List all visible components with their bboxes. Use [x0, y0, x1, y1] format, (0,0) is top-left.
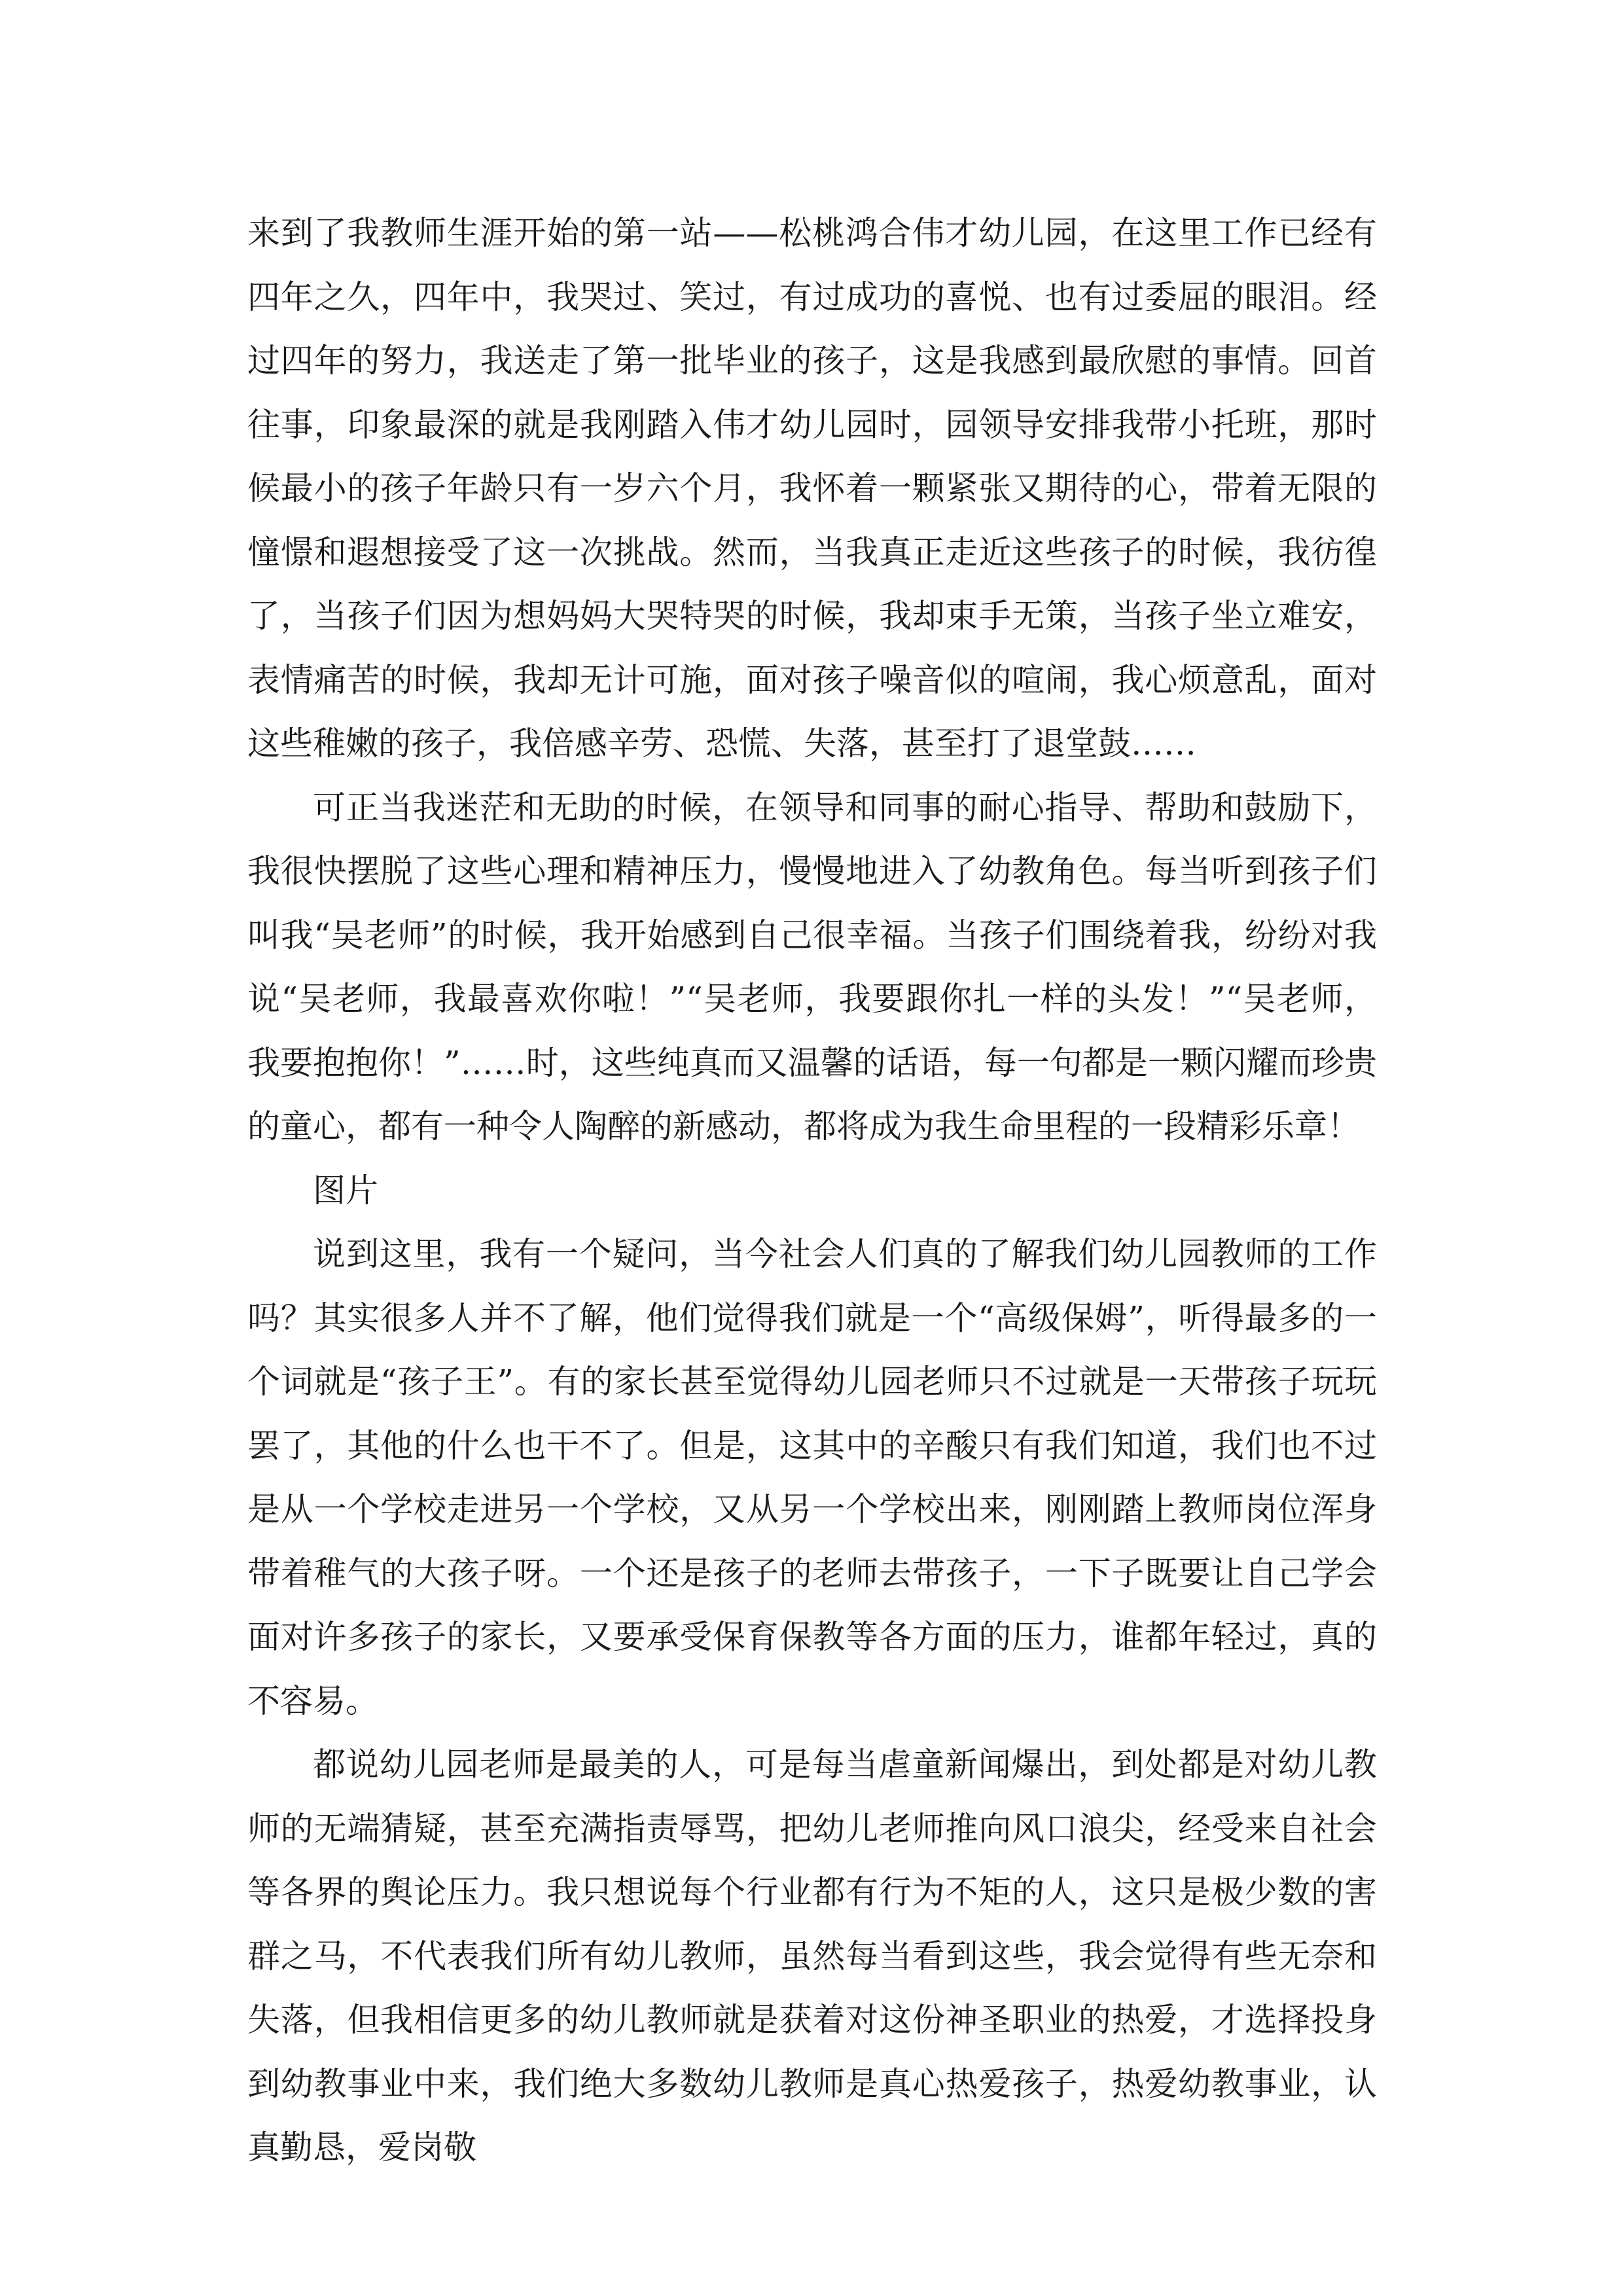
paragraph-2: 可正当我迷茫和无助的时候，在领导和同事的耐心指导、帮助和鼓励下，我很快摆脱了这些心理和精神压力，慢慢地进入了幼教角色。每当听到孩子们叫我“吴老师”的时候，我开始感到自己很幸福。当孩子们围绕着我，纷纷对我说“吴老师，我最喜欢你啦！”“吴老师，我要跟你扎一样的头发！”“吴老师，我要抱抱你！”……时，这些纯真而又温馨的话语，每一句都是一颗闪耀而珍贵的童心，都有一种令人陶醉的新感动，都将成为我生命里程的一段精彩乐章！ [247, 788, 1377, 1145]
paragraph-4: 都说幼儿园老师是最美的人，可是每当虐童新闻爆出，到处都是对幼儿教师的无端猜疑，甚至充满指责辱骂，把幼儿老师推向风口浪尖，经受来自社会等各界的舆论压力。我只想说每个行业都有行为不矩的人，这只是极少数的害群之马，不代表我们所有幼儿教师，虽然每当看到这些，我会觉得有些无奈和失落，但我相信更多的幼儿教师就是获着对这份神圣职业的热爱，才选择投身到幼教事业中来，我们绝大多数幼儿教师是真心热爱孩子，热爱幼教事业，认真勤恳，爱岗敬 [247, 1746, 1377, 2166]
paragraph-3: 说到这里，我有一个疑问，当今社会人们真的了解我们幼儿园教师的工作吗？其实很多人并不了解，他们觉得我们就是一个“高级保姆”，听得最多的一个词就是“孩子王”。有的家长甚至觉得幼儿园老师只不过就是一天带孩子玩玩罢了，其他的什么也干不了。但是，这其中的辛酸只有我们知道，我们也不过是从一个学校走进另一个学校，又从另一个学校出来，刚刚踏上教师岗位浑身带着稚气的大孩子呀。一个还是孩子的老师去带孩子，一下子既要让自己学会面对许多孩子的家长，又要承受保育保教等各方面的压力，谁都年轻过，真的不容易。 [247, 1235, 1377, 1720]
paragraph-1: 来到了我教师生涯开始的第一站——松桃鸿合伟才幼儿园，在这里工作已经有四年之久，四年中，我哭过、笑过，有过成功的喜悦、也有过委屈的眼泪。经过四年的努力，我送走了第一批毕业的孩子，这是我感到最欣慰的事情。回首往事，印象最深的就是我刚踏入伟才幼儿园时，园领导安排我带小托班，那时候最小的孩子年龄只有一岁六个月，我怀着一颗紧张又期待的心，带着无限的憧憬和遐想接受了这一次挑战。然而，当我真正走近这些孩子的时候，我彷徨了，当孩子们因为想妈妈大哭特哭的时候，我却束手无策，当孩子坐立难安，表情痛苦的时候，我却无计可施，面对孩子噪音似的喧闹，我心烦意乱，面对这些稚嫩的孩子，我倍感辛劳、恐慌、失落，甚至打了退堂鼓…… [247, 214, 1377, 762]
image-placeholder-label: 图片 [313, 1171, 378, 1210]
document-body [247, 202, 1377, 2180]
